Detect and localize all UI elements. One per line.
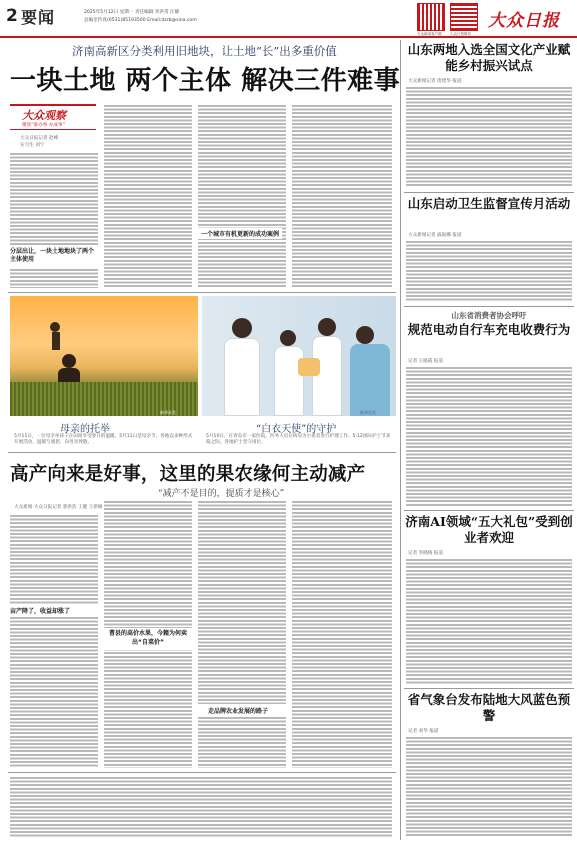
feature-subhead: “减产不是目的，提质才是核心” xyxy=(158,489,285,499)
masthead-logo: 大众日报 xyxy=(488,11,560,31)
nurse-uniform xyxy=(274,346,304,416)
article-body xyxy=(198,104,286,288)
subhead: 分层出让，一块土地地块了两个主体使用 xyxy=(10,248,95,263)
qr-label: 大众新闻客户端 xyxy=(417,32,442,36)
article-body xyxy=(10,268,98,288)
contact-line: 总编室传真(0531)85193500 Email:dzrb@sina.com xyxy=(84,18,197,23)
date-line: 2025年5月12日 星期一 责任编辑 李洪常 汪静 xyxy=(84,10,180,15)
child-silhouette xyxy=(50,322,60,332)
subhead: 曹县的高价水果，今籍为何卖出“自菜价” xyxy=(108,630,187,646)
nurse-head xyxy=(356,326,374,344)
nurse-uniform xyxy=(224,338,260,416)
article-body xyxy=(292,500,392,768)
nurse-head xyxy=(280,330,296,346)
article-body xyxy=(10,776,392,838)
nurse-head xyxy=(232,318,252,338)
article-body xyxy=(406,240,572,302)
article-body xyxy=(10,514,98,604)
byline: 记者 刘华 报道 xyxy=(408,729,439,734)
byline: 大众新闻记者 戚振娜 报道 xyxy=(408,233,462,238)
photo-caption-title: 母亲的托举 xyxy=(60,424,110,435)
subhead: 走品牌农业发展的路子 xyxy=(208,708,269,715)
qr-code-icon xyxy=(417,3,445,31)
feature-headline: 高产向来是好事，这里的果农缘何主动减产 xyxy=(10,464,366,485)
divider xyxy=(8,292,396,293)
mother-silhouette xyxy=(62,354,76,368)
column-divider xyxy=(400,40,401,840)
subhead: 一个城市有机更新的成功案例 xyxy=(198,228,282,239)
byline: 实习生 刘宁 xyxy=(20,143,45,148)
byline: 大众日报记者 赵峰 xyxy=(20,136,59,141)
patient xyxy=(350,344,390,416)
subhead-box xyxy=(104,628,192,650)
article-body xyxy=(406,366,572,506)
article-body xyxy=(406,86,572,188)
qr-code-icon xyxy=(450,3,478,31)
article-body xyxy=(10,616,98,768)
photo-credit: 新华社发 xyxy=(360,410,376,415)
article-body xyxy=(10,152,98,246)
story-kicker: 山东省消费者协会呼吁 xyxy=(451,311,527,320)
column-sub: 聚焦“谁办事 办成事” xyxy=(22,123,65,128)
section-title: 要闻 xyxy=(21,8,56,27)
byline: 记者 王晓霞 报道 xyxy=(408,359,444,364)
header-rule xyxy=(0,36,577,38)
column-brand: 大众观察 xyxy=(22,109,66,122)
subhead: 亩产降了，收益却涨了 xyxy=(10,608,71,615)
story-headline: 济南AI领域“五大礼包”受到创业者欢迎 xyxy=(405,514,573,545)
photo-caption-title: “白衣天使”的守护 xyxy=(256,424,337,435)
photo-caption: 5月10日，在青岛市一家医院，医务人员在病房为小患者进行护理工作。5·12国际护士节来临之际，各地护士坚守岗位。 xyxy=(206,434,391,445)
byline: 大众新闻记者 唐建华 报道 xyxy=(408,79,462,84)
article-body xyxy=(406,736,572,838)
story-headline: 省气象台发布陆地大风蓝色预警 xyxy=(407,692,571,723)
article-body xyxy=(292,104,392,288)
photo-nurses xyxy=(202,296,396,416)
article-body xyxy=(198,500,286,768)
divider xyxy=(8,772,396,773)
story-headline: 山东两地入选全国文化产业赋能乡村振兴试点 xyxy=(407,42,571,73)
byline: 大众新闻·大众日报记者 郭洪浩 王健 王新刚 xyxy=(14,505,103,510)
article-body xyxy=(406,558,572,684)
divider xyxy=(404,192,574,193)
story-headline: 规范电动自行车充电收费行为 xyxy=(407,322,571,337)
nurse-uniform xyxy=(312,336,342,416)
photo-caption: 5月11日，一位母亲举孩子在田间享受春日的温暖。5月11日是母亲节，各地以多种形式开展活动，温暖与感恩，向母亲致敬。 xyxy=(14,434,193,445)
photo-credit: 新华社发 xyxy=(160,410,176,415)
lead-headline: 一块土地 两个主体 解决三件难事 xyxy=(10,66,401,96)
byline: 记者 李晓梅 报道 xyxy=(408,551,444,556)
divider xyxy=(404,688,574,689)
nurse-head xyxy=(318,318,336,336)
qr-label: 大众日报微信 xyxy=(450,32,471,36)
photo-mother xyxy=(10,296,198,416)
lead-kicker: 济南高新区分类利用旧地块，让土地“长”出多重价值 xyxy=(72,44,337,58)
child-silhouette xyxy=(52,332,60,350)
divider xyxy=(8,452,396,453)
story-headline: 山东启动卫生监督宣传月活动 xyxy=(407,196,571,211)
divider xyxy=(404,306,574,307)
flowers xyxy=(298,358,320,376)
divider xyxy=(404,510,574,511)
article-body xyxy=(104,104,192,288)
column-brand-box xyxy=(10,104,96,130)
subhead-box xyxy=(198,704,286,716)
page-number: 2 xyxy=(6,6,18,26)
